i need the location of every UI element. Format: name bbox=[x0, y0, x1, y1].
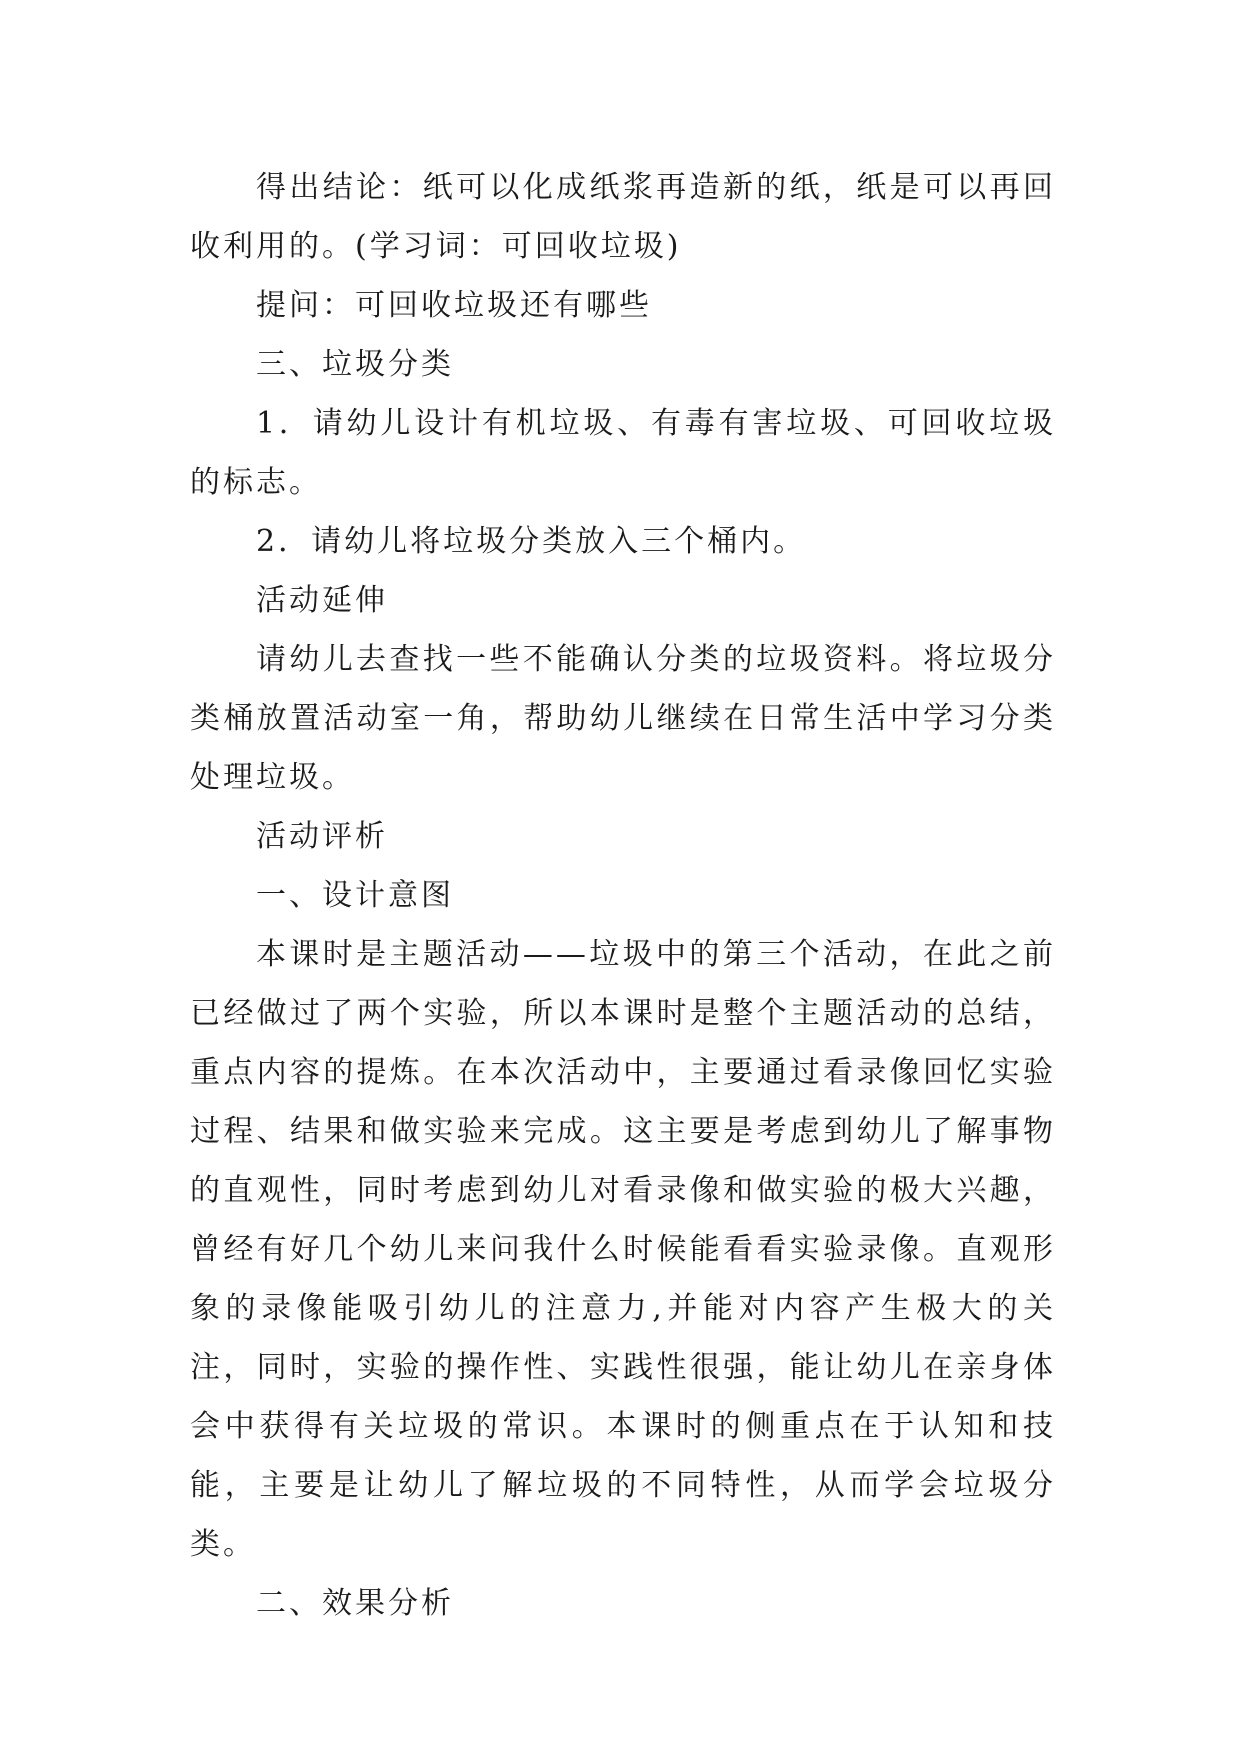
heading-effect-analysis: 二、效果分析 bbox=[256, 1586, 454, 1621]
heading-garbage-sorting: 三、垃圾分类 bbox=[256, 347, 454, 382]
heading-activity-extension: 活动延伸 bbox=[256, 583, 388, 618]
document-body bbox=[190, 158, 1056, 1633]
paragraph-step-2: 2．请幼儿将垃圾分类放入三个桶内。 bbox=[256, 524, 807, 559]
paragraph-step-1: 1．请幼儿设计有机垃圾、有毒有害垃圾、可回收垃圾的标志。 bbox=[190, 406, 1056, 500]
paragraph-question: 提问：可回收垃圾还有哪些 bbox=[256, 288, 652, 323]
paragraph-extension: 请幼儿去查找一些不能确认分类的垃圾资料。将垃圾分类桶放置活动室一角，帮助幼儿继续在日常生活中学习分类处理垃圾。 bbox=[190, 642, 1056, 795]
paragraph-design-intent: 本课时是主题活动——垃圾中的第三个活动，在此之前已经做过了两个实验，所以本课时是整个主题活动的总结，重点内容的提炼。在本次活动中，主要通过看录像回忆实验过程、结果和做实验来完成。这主要是考虑到幼儿了解事物的直观性，同时考虑到幼儿对看录像和做实验的极大兴趣，曾经有好几个幼儿来问我什么时候能看看实验录像。直观形象的录像能吸引幼儿的注意力,并能对内容产生极大的关注，同时，实验的操作性、实践性很强，能让幼儿在亲身体会中获得有关垃圾的常识。本课时的侧重点在于认知和技能，主要是让幼儿了解垃圾的不同特性，从而学会垃圾分类。 bbox=[190, 937, 1056, 1562]
heading-design-intent: 一、设计意图 bbox=[256, 878, 454, 913]
heading-activity-review: 活动评析 bbox=[256, 819, 388, 854]
paragraph-conclusion: 得出结论：纸可以化成纸浆再造新的纸，纸是可以再回收利用的。(学习词：可回收垃圾) bbox=[190, 170, 1056, 264]
